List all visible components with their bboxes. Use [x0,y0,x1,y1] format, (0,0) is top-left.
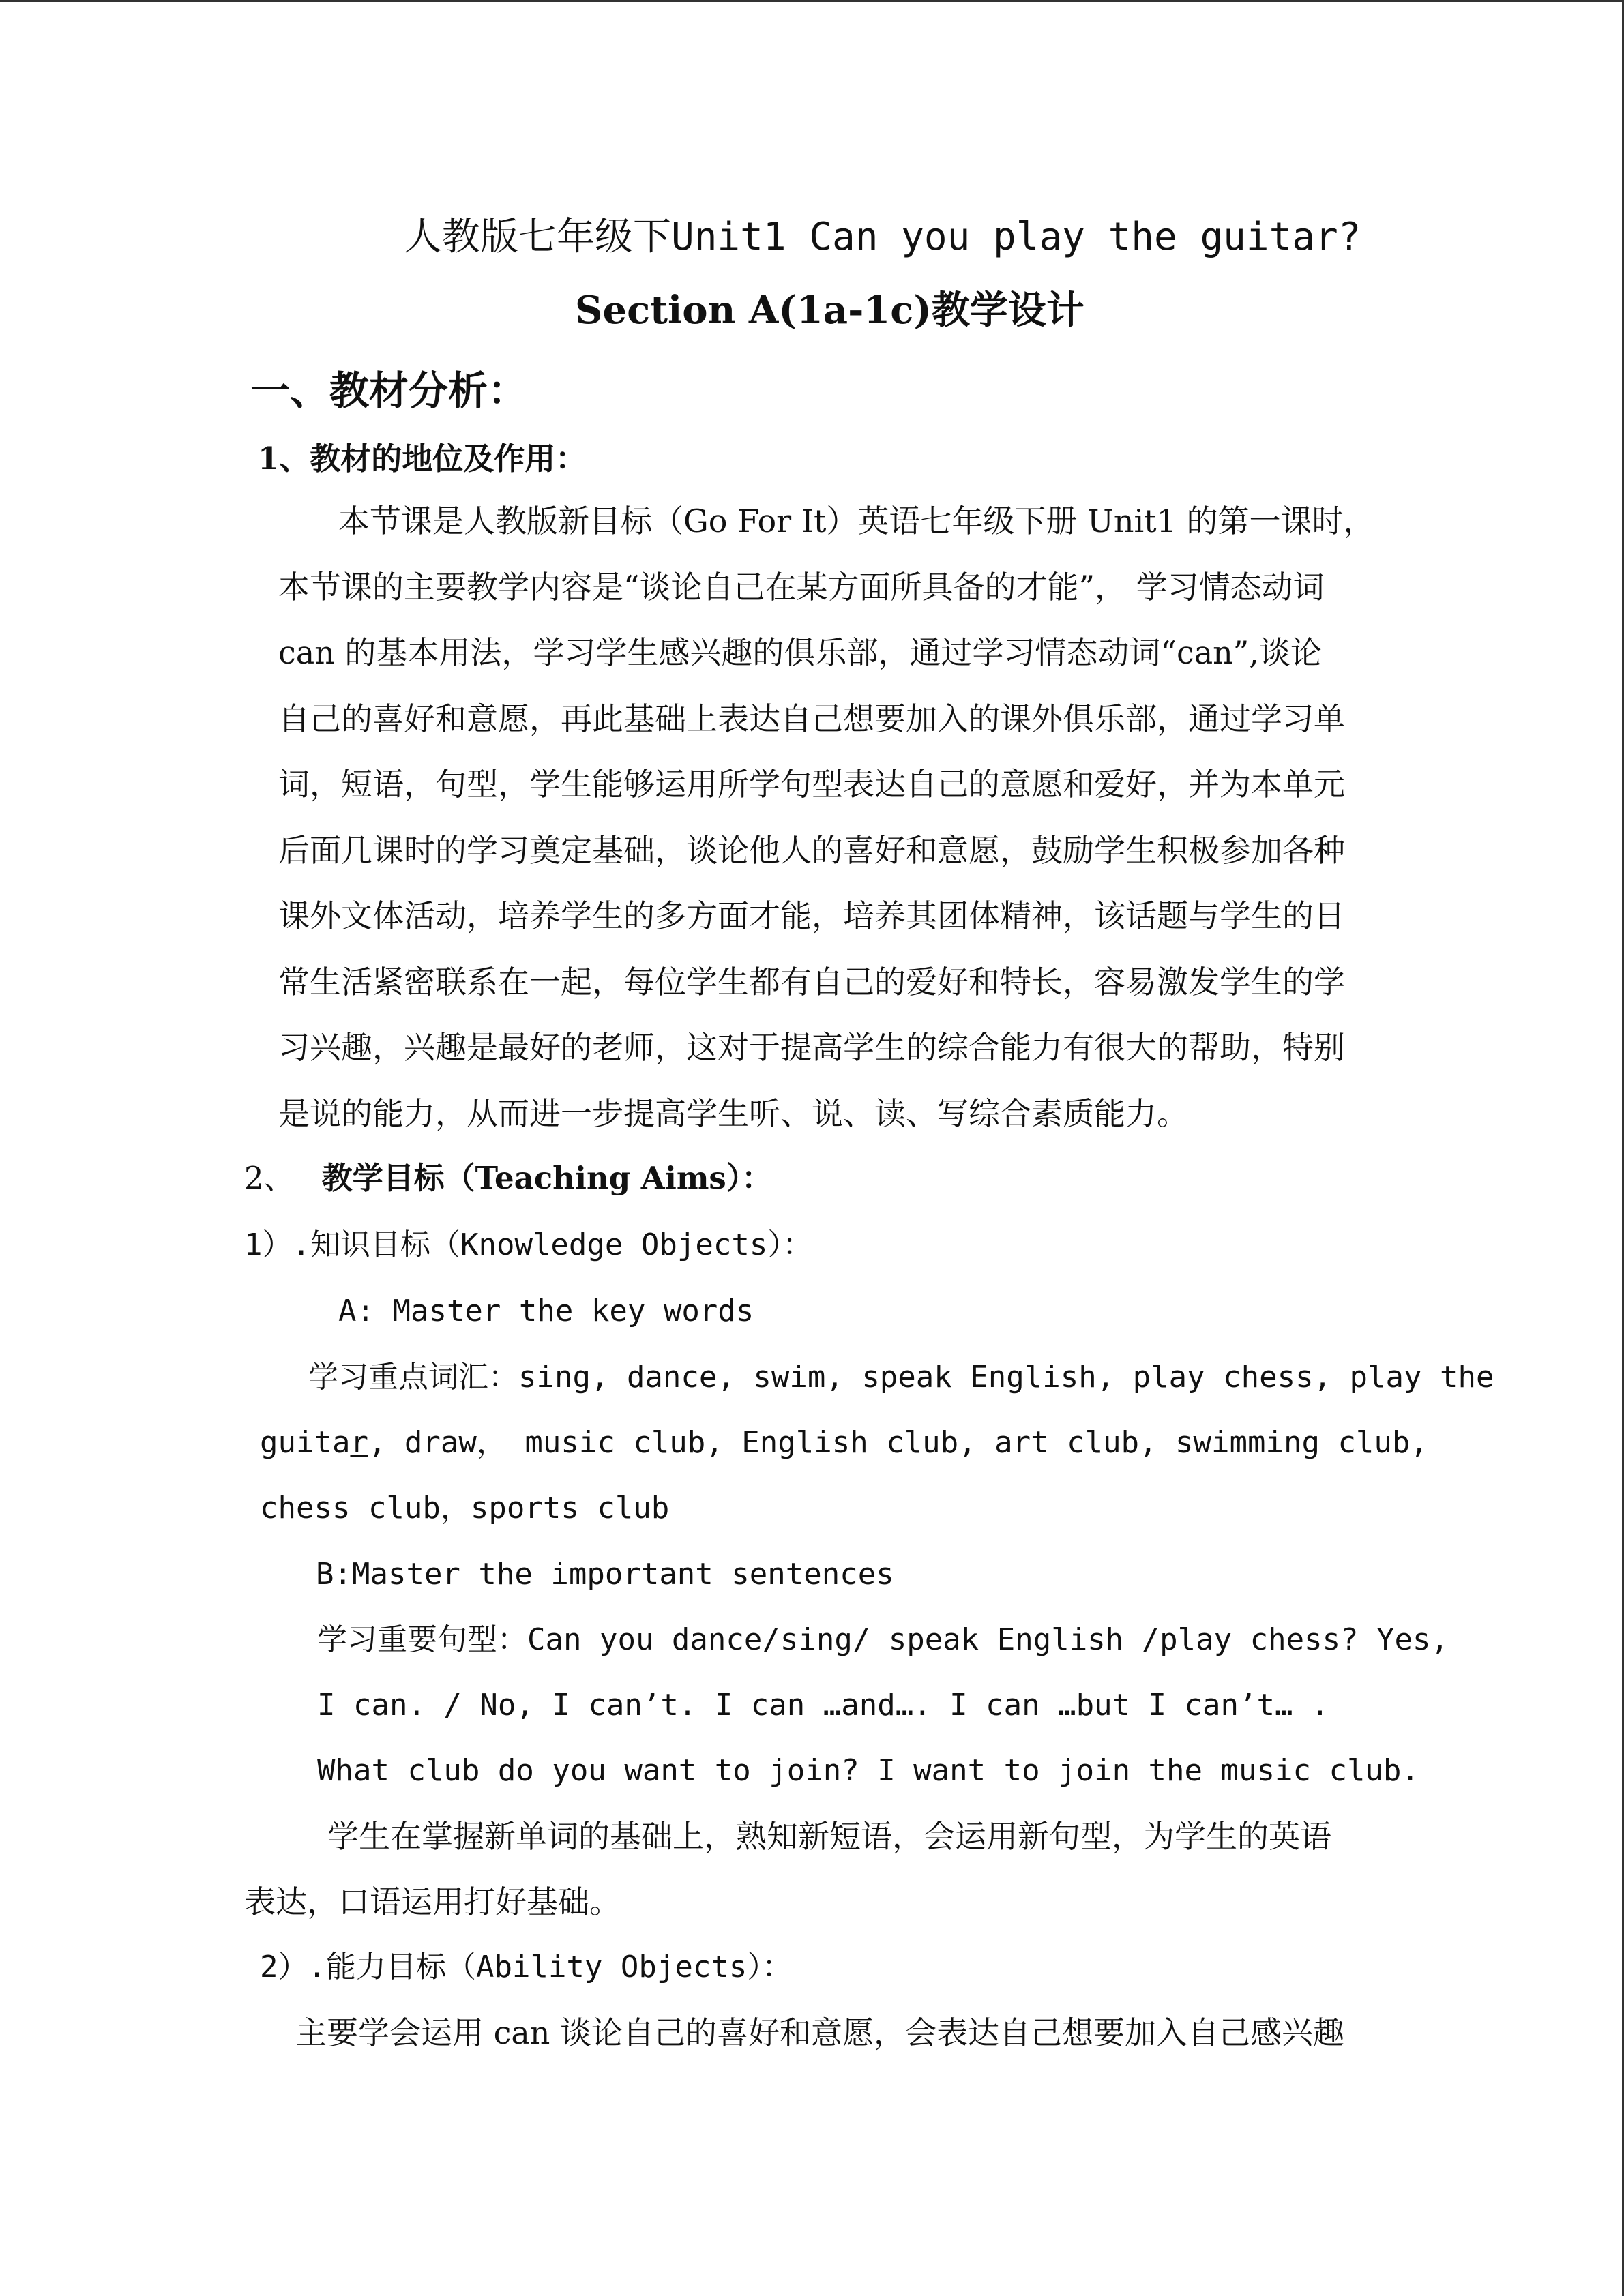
teaching-aims-heading [244,1158,772,1199]
intro-line: 习兴趣，兴趣是最好的老师，这对于提高学生的综合能力有很大的帮助，特别 [278,1029,1345,1066]
ability-objects-heading: 2）.能力目标（Ability Objects）： [260,1950,793,1984]
sentence-line: 学习重要句型：Can you dance/sing/ speak English /play chess? Yes, [317,1622,1449,1657]
vocab-line: 学习重点词汇：sing, dance, swim, speak English, play chess, play the [308,1360,1494,1395]
intro-line: 课外文体活动，培养学生的多方面才能，培养其团体精神，该话题与学生的日 [278,897,1345,934]
intro-paragraph [278,500,1393,1158]
vocab-word-guitar-underlined: r [350,1425,368,1460]
vocab-word-rest: , draw， music club, English club, art club, swimming club, [368,1425,1428,1460]
vocab-line [260,1422,1428,1463]
summary-line: 学生在掌握新单词的基础上，熟知新短语，会运用新句型，为学生的英语 [327,1818,1331,1855]
heading-number: 2、 [244,1160,295,1196]
knowledge-objects-heading: 1）.知识目标（Knowledge Objects）： [244,1227,813,1262]
section-heading-textbook-analysis: 一、教材分析： [250,368,528,414]
sentence-line: What club do you want to join? I want to join the music club. [317,1753,1419,1788]
title-english-part: Unit1 Can you play the guitar? [671,215,1361,259]
intro-line: 常生活紧密联系在一起，每位学生都有自己的爱好和特长，容易激发学生的学 [278,963,1345,1000]
intro-line: 自己的喜好和意愿，再此基础上表达自己想要加入的课外俱乐部，通过学习单 [278,700,1345,737]
document-title-line2: Section A(1a-1c)教学设计 [575,288,1084,333]
intro-line: 词，短语，句型，学生能够运用所学句型表达自己的意愿和爱好，并为本单元 [278,766,1345,803]
intro-line: 本节课的主要教学内容是“谈论自己在某方面所具备的才能”， 学习情态动词 [278,568,1325,606]
intro-line: 本节课是人教版新目标（Go For It）英语七年级下册 Unit1 的第一课时， [338,503,1375,539]
sentence-line: I can. / No, I can’t. I can …and…. I can …but I can’t… . [317,1688,1329,1723]
sentences-label: B:Master the important sentences [316,1557,894,1592]
vocab-line: chess club，sports club [260,1491,670,1525]
intro-line: can 的基本用法，学习学生感兴趣的俱乐部，通过学习情态动词“can”,谈论 [278,634,1322,671]
vocab-word-guitar-start: guita [260,1425,351,1460]
key-words-label: A: Master the key words [338,1294,754,1328]
ability-line: 主要学会运用 can 谈论自己的喜好和意愿，会表达自己想要加入自己感兴趣 [295,2014,1345,2051]
subheading-position-and-role: 1、教材的地位及作用： [258,441,587,477]
document-title-line1 [404,210,1361,265]
teaching-aims-label: 教学目标（Teaching Aims）： [321,1160,773,1196]
intro-line: 后面几课时的学习奠定基础，谈论他人的喜好和意愿，鼓励学生积极参加各种 [278,831,1345,869]
title-chinese-part: 人教版七年级下 [404,215,671,259]
intro-line: 是说的能力，从而进一步提高学生听、说、读、写综合素质能力。 [278,1094,1188,1132]
summary-line: 表达，口语运用打好基础。 [244,1883,621,1920]
